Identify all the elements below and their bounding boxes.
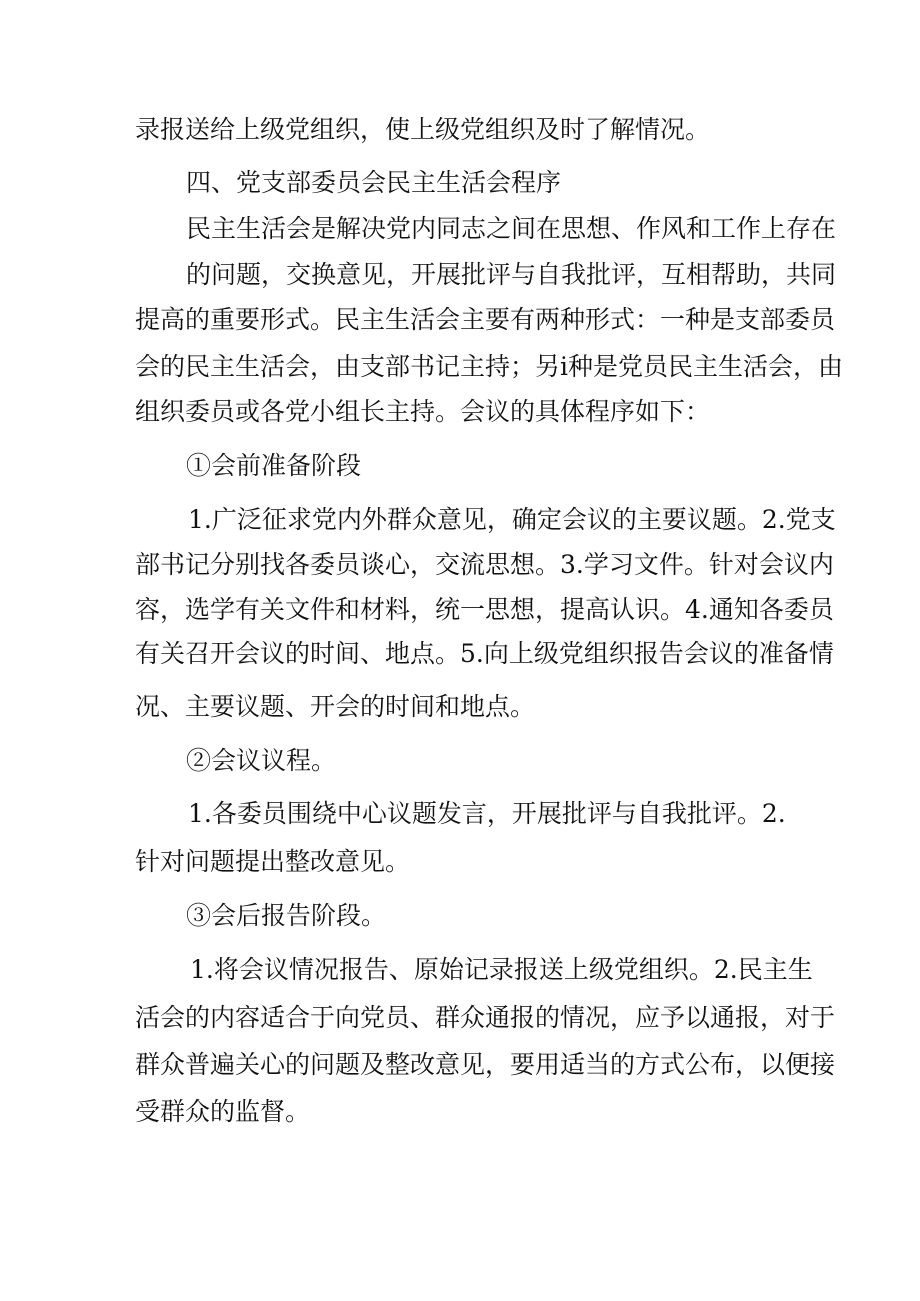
text-line-19: 活会的内容适合于向党员、群众通报的情况，应予以通报，对于 xyxy=(135,1003,836,1032)
text-line-21: 受群众的监督。 xyxy=(135,1097,311,1126)
subheading-3: ③会后报告阶段。 xyxy=(186,901,387,930)
text-line-10: 部书记分别找各委员谈心，交流思想。3.学习文件。针对会议内 xyxy=(135,550,834,579)
text-line-4: 的问题，交换意见，开展批评与自我批评，互相帮助，共同 xyxy=(186,260,837,289)
text-line-13: 况、主要议题、开会的时间和地点。 xyxy=(135,692,536,721)
text-line-1: 录报送给上级党组织，使上级党组织及时了解情况。 xyxy=(135,115,711,144)
text-line-15: 1.各委员围绕中心议题发言，开展批评与自我批评。2. xyxy=(188,799,786,828)
text-line-18: 1.将会议情况报告、原始记录报送上级党组织。2.民主生 xyxy=(190,955,813,984)
subheading-1: ①会前准备阶段 xyxy=(186,451,362,480)
text-line-12: 有关召开会议的时间、地点。5.向上级党组织报告会议的准备情 xyxy=(135,639,834,668)
text-line-16: 针对问题提出整改意见。 xyxy=(135,847,411,876)
text-line-11: 容，选学有关文件和材料，统一思想，提高认识。4.通知各委员 xyxy=(135,595,834,624)
text-line-3: 民主生活会是解决党内同志之间在思想、作风和工作上存在 xyxy=(186,214,837,243)
text-line-9: 1.广泛征求党内外群众意见，确定会议的主要议题。2.党支 xyxy=(188,505,836,534)
text-line-5: 提高的重要形式。民主生活会主要有两种形式：一种是支部委员 xyxy=(135,305,836,334)
text-line-20: 群众普遍关心的问题及整改意见，要用适当的方式公布，以便接 xyxy=(135,1050,836,1079)
text-line-7: 组织委员或各党小组长主持。会议的具体程序如下： xyxy=(135,397,711,426)
subheading-2: ②会议议程。 xyxy=(186,746,337,775)
section-heading: 四、党支部委员会民主生活会程序 xyxy=(186,168,562,197)
text-line-6: 会的民主生活会，由支部书记主持；另i种是党员民主生活会，由 xyxy=(135,352,843,381)
